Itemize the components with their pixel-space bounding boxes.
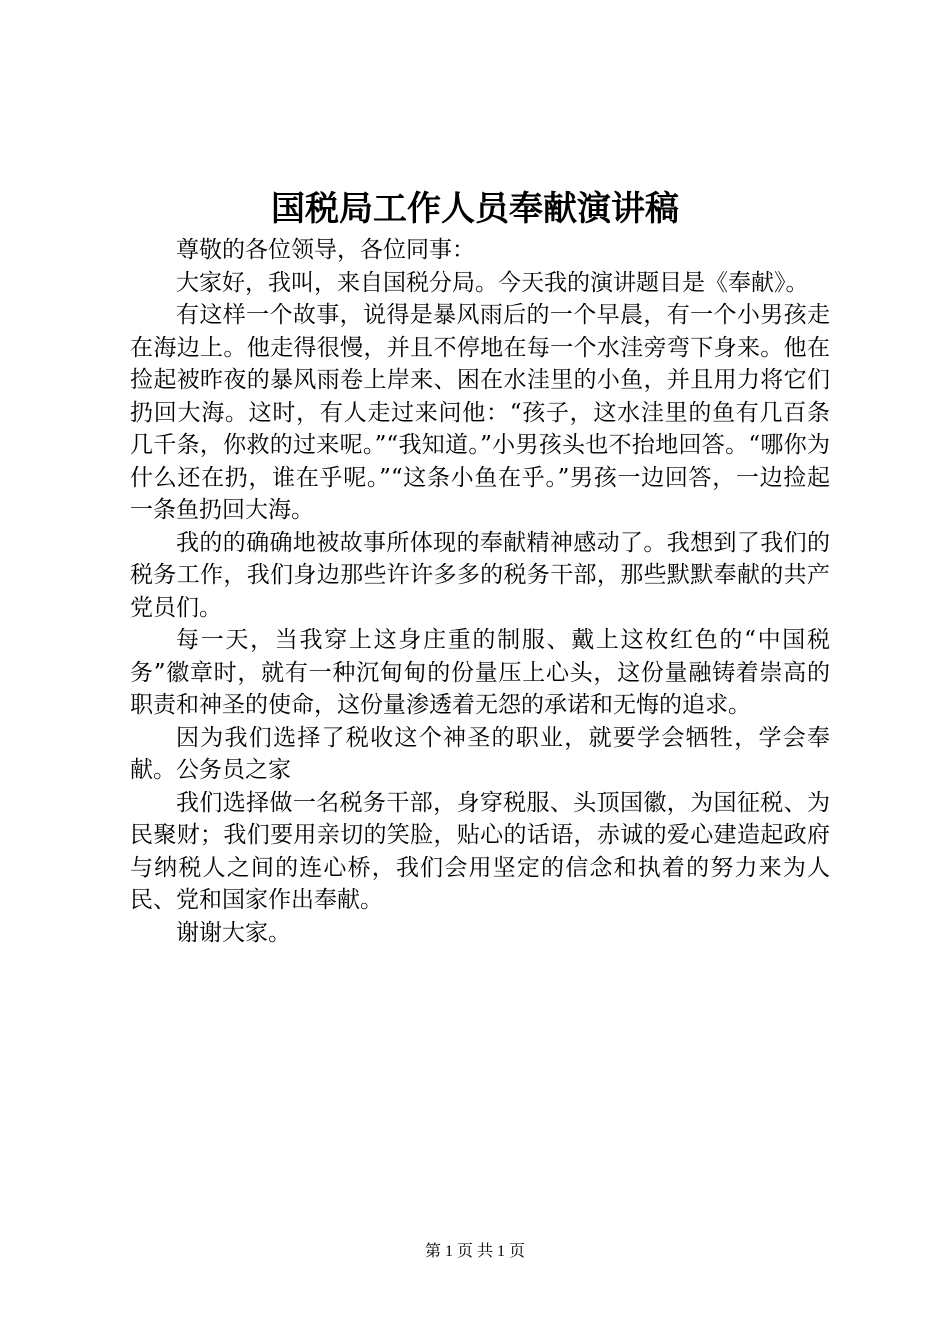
paragraph-closing: 谢谢大家。 (176, 919, 291, 946)
page-number-footer: 第 1 页 共 1 页 (424, 1243, 525, 1260)
document-body (130, 234, 830, 949)
paragraph-commitment: 我们选择做一名税务干部，身穿税服、头顶国徽，为国征税、为民聚财；我们要用亲切的笑脸，贴心的话语，赤诚的爱心建造起政府与纳税人之间的连心桥，我们会用坚定的信念和执着的努力来为人民、党和国家作出奉献。 (130, 789, 830, 913)
paragraph-salutation: 尊敬的各位领导，各位同事： (176, 237, 475, 263)
paragraph-reflection: 我的的确确地被故事所体现的奉献精神感动了。我想到了我们的税务工作，我们身边那些许许多多的税务干部，那些默默奉献的共产党员们。 (130, 529, 830, 621)
paragraph-story: 有这样一个故事，说得是暴风雨后的一个早晨，有一个小男孩走在海边上。他走得很慢，并且不停地在每一个水洼旁弯下身来。他在捡起被昨夜的暴风雨卷上岸来、困在水洼里的小鱼，并且用力将它们扔回大海。这时，有人走过来问他：“孩子，这水洼里的鱼有几百条几千条，你救的过来呢。”“我知道。”小男孩头也不抬地回答。“哪你为什么还在扔，谁在乎呢。”“这条小鱼在乎。”男孩一边回答，一边捡起一条鱼扔回大海。 (130, 302, 830, 523)
document-title: 国税局工作人员奉献演讲稿 (271, 189, 679, 229)
paragraph-introduction: 大家好，我叫，来自国税分局。今天我的演讲题目是《奉献》。 (176, 269, 809, 296)
paragraph-uniform: 每一天，当我穿上这身庄重的制服、戴上这枚红色的“中国税务”徽章时，就有一种沉甸甸的份量压上心头，这份量融铸着崇高的职责和神圣的使命，这份量渗透着无怨的承诺和无悔的追求。 (130, 627, 830, 718)
paragraph-choice: 因为我们选择了税收这个神圣的职业，就要学会牺牲，学会奉献。公务员之家 (130, 724, 830, 783)
